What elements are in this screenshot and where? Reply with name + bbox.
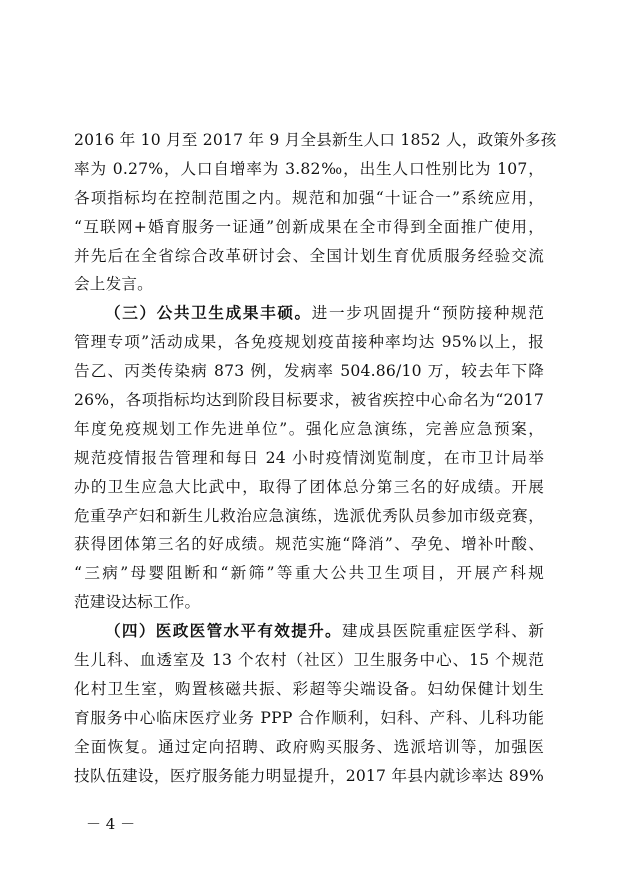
text-line: 年度免疫规划工作先进单位”。强化应急演练，完善应急预案，: [74, 419, 544, 438]
text-line: 范建设达标工作。: [74, 593, 201, 612]
text-line: 获得团体第三名的好成绩。规范实施“降消”、孕免、增补叶酸、: [74, 535, 544, 554]
text-line-content: 进一步巩固提升“预防接种规范: [311, 304, 544, 323]
body-text: [74, 126, 557, 790]
text-line: 告乙、丙类传染病 873 例，发病率 504.86/10 万，较去年下降: [74, 362, 544, 381]
text-line: 各项指标均在控制范围之内。规范和加强“十证合一”系统应用，: [74, 188, 544, 207]
text-line: 规范疫情报告管理和每日 24 小时疫情浏览制度，在市卫计局举: [74, 448, 544, 467]
text-line: 育服务中心临床医疗业务 PPP 合作顺利，妇科、产科、儿科功能: [74, 708, 544, 727]
text-line: 26%，各项指标均达到阶段目标要求，被省疾控中心命名为“2017: [74, 391, 544, 410]
text-line: 会上发言。: [74, 275, 153, 294]
text-line: 办的卫生应急大比武中，取得了团体总分第三名的好成绩。开展: [74, 477, 544, 496]
text-line: 全面恢复。通过定向招聘、政府购买服务、选派培训等，加强医: [74, 737, 544, 756]
text-line: 管理专项”活动成果，各免疫规划疫苗接种率均达 95%以上，报: [74, 333, 544, 352]
text-line: 率为 0.27%，人口自增率为 3.82‰，出生人口性别比为 107，: [74, 159, 544, 178]
section-heading: （四）医政医管水平有效提升。: [105, 622, 342, 641]
text-line: [74, 617, 544, 646]
text-line: 化村卫生室，购置核磁共振、彩超等尖端设备。妇幼保健计划生: [74, 679, 544, 698]
text-line: 危重孕产妇和新生儿救治应急演练，选派优秀队员参加市级竞赛，: [74, 506, 544, 525]
section-heading: （三）公共卫生成果丰硕。: [105, 304, 312, 323]
text-line: 并先后在全省综合改革研讨会、全国计划生育优质服务经验交流: [74, 246, 544, 265]
text-line: 2016 年 10 月至 2017 年 9 月全县新生人口 1852 人，政策外多孩: [74, 131, 557, 149]
text-line: 生儿科、血透室及 13 个农村（社区）卫生服务中心、15 个规范: [74, 651, 544, 670]
text-line: [74, 299, 544, 328]
text-line: 技队伍建设，医疗服务能力明显提升，2017 年县内就诊率达 89%: [74, 766, 544, 785]
page-number: － 4 －: [86, 815, 136, 833]
text-line-content: 建成县医院重症医学科、新: [342, 622, 544, 641]
text-line: “三病”母婴阻断和“新筛”等重大公共卫生项目，开展产科规: [74, 564, 544, 583]
text-line: “互联网+婚育服务一证通”创新成果在全市得到全面推广使用，: [74, 217, 544, 236]
